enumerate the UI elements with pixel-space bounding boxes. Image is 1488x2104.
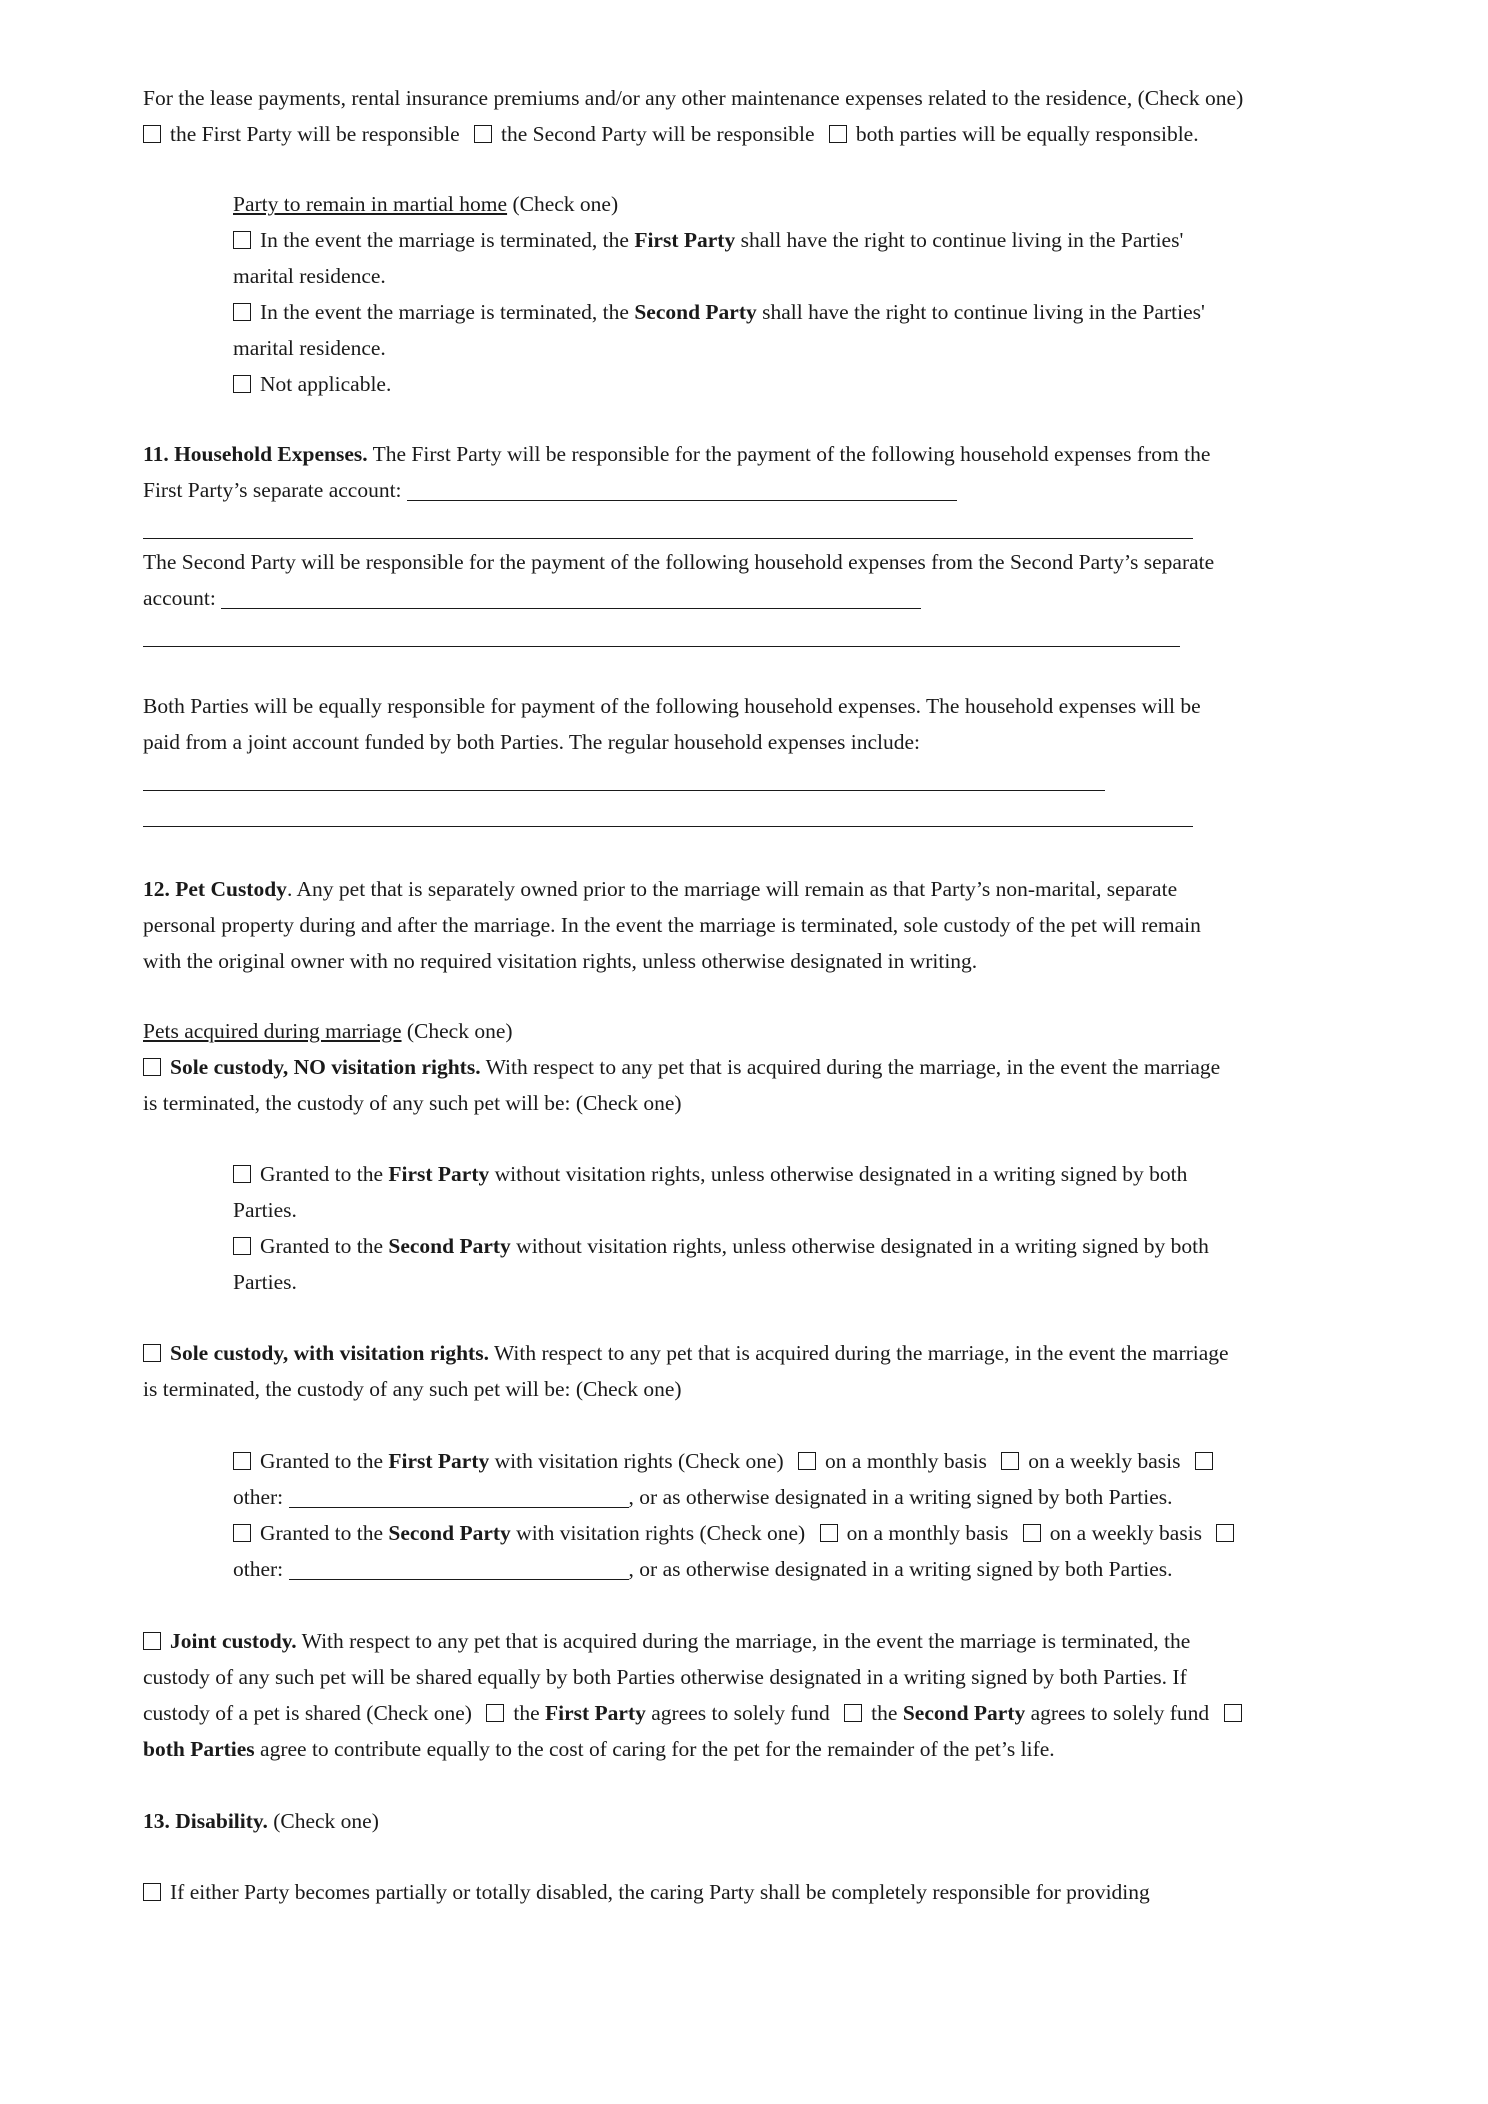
checkbox-granted-second-with-visitation[interactable] [233,1524,251,1542]
option-text: the [871,1701,898,1725]
pet-custody-section [143,871,1428,979]
option-text-cont: is terminated, the custody of any such pet will be: (Check one) [143,1377,682,1401]
checkbox-second-monthly[interactable] [820,1524,838,1542]
household-both-text: Both Parties will be equally responsible for payment of the following household expenses. The household expenses will be [143,694,1201,718]
second-party-bold: Second Party [388,1521,511,1545]
second-party-bold: Second Party [634,300,757,324]
weekly-label: on a weekly basis [1028,1449,1181,1473]
household-second-text: The Second Party will be responsible for the payment of the following household expenses from the Second Party’s separate [143,550,1215,574]
disability-section [143,1803,1428,1839]
checkbox-second-other[interactable] [1216,1524,1234,1542]
checkbox-granted-second-no-visitation[interactable] [233,1237,251,1255]
weekly-label: on a weekly basis [1049,1521,1203,1545]
option-text-cont: is terminated, the custody of any such pet will be: (Check one) [143,1091,682,1115]
option-both-label: both parties will be equally responsible. [855,122,1199,146]
check-one-note: (Check one) [406,1019,513,1043]
checkbox-granted-first-with-visitation[interactable] [233,1452,251,1470]
checkbox-second-party-funds[interactable] [844,1704,862,1722]
option-text: Granted to the [260,1162,383,1186]
option-text: Granted to the [260,1521,383,1545]
option-text: With respect to any pet that is acquired during the marriage, in the event the marriage [485,1055,1221,1079]
first-party-expenses-line-2[interactable] [143,538,1193,539]
sole-with-visitation-title: Sole custody, with visitation rights. [170,1341,489,1365]
household-first-cont: First Party’s separate account: [143,478,402,502]
option-text-cont: marital residence. [233,336,386,360]
sole-no-visitation-title: Sole custody, NO visitation rights. [170,1055,481,1079]
second-party-bold: Second Party [388,1234,511,1258]
checkbox-second-party-responsible[interactable] [474,125,492,143]
marital-home-section [233,186,1428,402]
checkbox-sole-custody-with-visitation[interactable] [143,1344,161,1362]
pets-acquired-heading: Pets acquired during marriage [143,1019,402,1043]
option-text: shall have the right to continue living in the Parties' [740,228,1184,252]
option-text: without visitation rights, unless otherwise designated in a writing signed by both [516,1234,1209,1258]
pets-acquired-section [143,1013,1428,1121]
residence-expense-clause [143,80,1428,152]
first-party-expenses-field[interactable] [407,478,957,501]
option-text: In the event the marriage is terminated, the [260,228,629,252]
option-second-party-label: the Second Party will be responsible [501,122,815,146]
option-first-party-label: the First Party will be responsible [170,122,460,146]
other-label: other: [233,1557,284,1581]
option-text: , or as otherwise designated in a writing signed by both Parties. [628,1557,1173,1581]
pet-intro-text: . Any pet that is separately owned prior to the marriage will remain as that Party’s non-marital, separate [286,877,1178,901]
second-party-expenses-field[interactable] [221,586,921,609]
option-text: with visitation rights (Check one) [516,1521,806,1545]
check-one-note: (Check one) [273,1809,379,1833]
household-both-parties [143,688,1428,760]
checkbox-second-party-residence[interactable] [233,303,251,321]
first-party-bold: First Party [388,1162,490,1186]
option-text: agrees to solely fund [651,1701,830,1725]
first-party-bold: First Party [545,1701,646,1725]
option-text: With respect to any pet that is acquired during the marriage, in the event the marriage [493,1341,1229,1365]
section-11-title: 11. Household Expenses. [143,442,368,466]
sole-no-visitation-options [233,1156,1428,1300]
checkbox-granted-first-no-visitation[interactable] [233,1165,251,1183]
checkbox-first-other[interactable] [1195,1452,1213,1470]
option-text: agree to contribute equally to the cost of caring for the pet for the remainder of the pet’s life. [260,1737,1055,1761]
checkbox-first-party-funds[interactable] [486,1704,504,1722]
sole-with-visitation-options [233,1443,1428,1587]
both-parties-bold: both Parties [143,1737,255,1761]
residence-expense-text: For the lease payments, rental insurance premiums and/or any other maintenance expenses related to the residence, (Check one) [143,86,1244,110]
checkbox-not-applicable[interactable] [233,375,251,393]
joint-expenses-line-1[interactable] [143,790,1105,791]
checkbox-first-party-residence[interactable] [233,231,251,249]
checkbox-joint-custody[interactable] [143,1632,161,1650]
pet-intro-text: personal property during and after the marriage. In the event the marriage is terminated, sole custody of the pet will remain [143,913,1201,937]
checkbox-disability-option-1[interactable] [143,1883,161,1901]
first-party-bold: First Party [634,228,736,252]
option-text-cont: custody of any such pet will be shared equally by both Parties otherwise designated in a writing signed by both Parties. If [143,1665,1187,1689]
sole-with-visitation-section [143,1335,1428,1407]
option-text-cont: Parties. [233,1270,297,1294]
section-13-title: 13. Disability. [143,1809,268,1833]
other-label: other: [233,1485,284,1509]
option-text: With respect to any pet that is acquired during the marriage, in the event the marriage is terminated, the [301,1629,1191,1653]
checkbox-sole-custody-no-visitation[interactable] [143,1058,161,1076]
option-text: custody of a pet is shared (Check one) [143,1701,472,1725]
second-party-expenses-line-2[interactable] [143,646,1180,647]
option-text-cont: Parties. [233,1198,297,1222]
second-party-bold: Second Party [902,1701,1026,1725]
option-text: agrees to solely fund [1030,1701,1210,1725]
section-12-title: 12. Pet Custody [143,877,287,901]
checkbox-second-weekly[interactable] [1023,1524,1041,1542]
monthly-label: on a monthly basis [846,1521,1009,1545]
checkbox-first-party-responsible[interactable] [143,125,161,143]
disability-option [143,1874,1428,1910]
marital-home-heading: Party to remain in martial home [233,192,508,216]
checkbox-both-parties-responsible[interactable] [829,125,847,143]
household-second-party [143,544,1428,616]
pet-intro-text: with the original owner with no required visitation rights, unless otherwise designated in writing. [143,949,978,973]
monthly-label: on a monthly basis [825,1449,987,1473]
disability-option-text: If either Party becomes partially or totally disabled, the caring Party shall be completely responsible for providing [170,1880,1150,1904]
joint-expenses-line-2[interactable] [143,826,1193,827]
check-one-note: (Check one) [512,192,619,216]
checkbox-first-weekly[interactable] [1001,1452,1019,1470]
checkbox-first-monthly[interactable] [798,1452,816,1470]
household-both-cont: paid from a joint account funded by both Parties. The regular household expenses include: [143,730,920,754]
option-text: shall have the right to continue living in the Parties' [762,300,1205,324]
option-text: with visitation rights (Check one) [494,1449,784,1473]
option-text: , or as otherwise designated in a writing signed by both Parties. [628,1485,1173,1509]
option-text: without visitation rights, unless otherwise designated in a writing signed by both [494,1162,1188,1186]
joint-custody-title: Joint custody. [170,1629,297,1653]
option-text-cont: marital residence. [233,264,386,288]
first-other-field[interactable] [289,1485,629,1508]
option-text: the [513,1701,540,1725]
household-expenses-section [143,436,1428,508]
household-second-cont: account: [143,586,216,610]
not-applicable-label: Not applicable. [260,372,392,396]
option-text: Granted to the [260,1234,383,1258]
household-first-text: The First Party will be responsible for the payment of the following household expenses from the [372,442,1211,466]
second-other-field[interactable] [289,1557,629,1580]
checkbox-both-parties-fund[interactable] [1224,1704,1242,1722]
joint-custody-section [143,1623,1428,1767]
option-text: In the event the marriage is terminated, the [260,300,629,324]
option-text: Granted to the [260,1449,383,1473]
first-party-bold: First Party [388,1449,490,1473]
